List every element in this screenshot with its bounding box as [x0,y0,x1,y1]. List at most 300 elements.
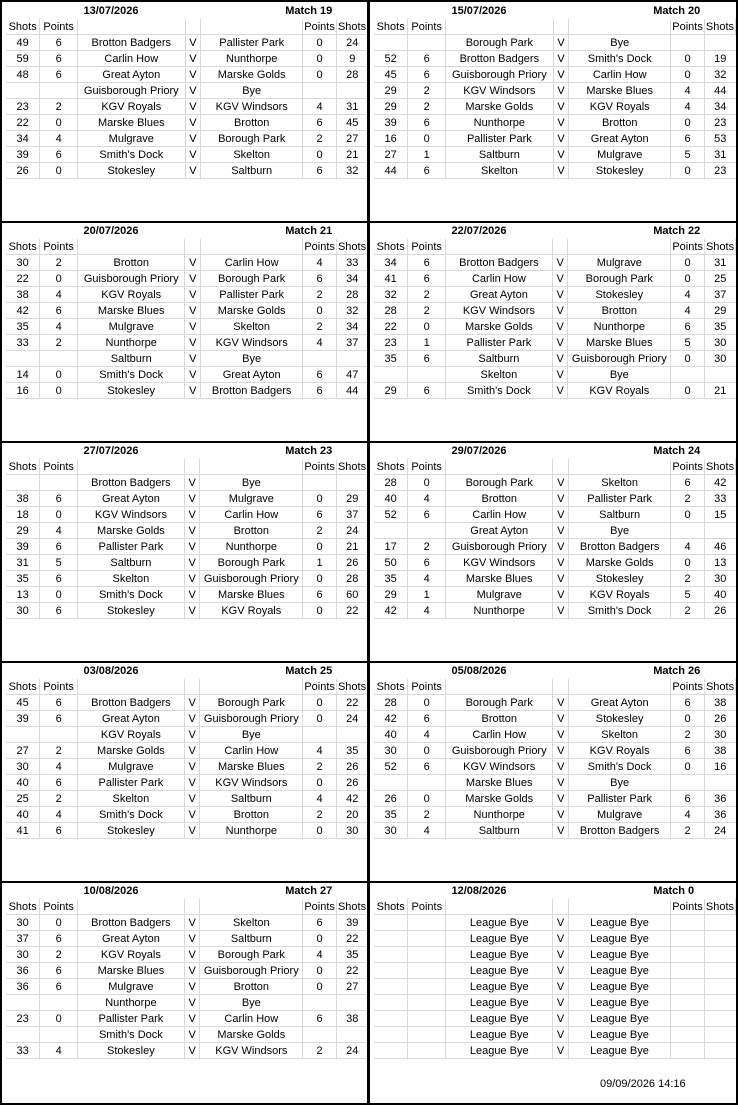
away-shots: 15 [705,507,736,523]
away-team: Great Ayton [569,695,671,711]
shots-header: Shots [6,239,40,255]
shots-header: Shots [705,20,735,33]
away-points: 0 [671,115,705,131]
away-team: KGV Windsors [201,99,303,115]
home-shots: 34 [6,131,40,147]
away-team: Borough Park [568,271,671,287]
away-shots: 24 [337,35,368,51]
away-shots: 60 [337,587,368,603]
away-shots: 28 [337,571,368,587]
points-header: Points [304,900,335,913]
column-header-row [6,19,368,35]
away-shots: 29 [337,491,368,507]
home-shots: 30 [374,743,408,759]
fixture-row [374,775,736,791]
versus: V [553,915,569,931]
home-shots [374,35,408,51]
home-team: League Bye [446,963,553,979]
versus: V [553,979,569,995]
home-team: Great Ayton [78,67,186,83]
versus: V [184,507,200,523]
points-header: Points [40,679,78,695]
versus: V [184,555,200,571]
home-team: Saltburn [77,351,184,367]
home-points: 1 [408,587,446,603]
points-header: Points [672,240,703,253]
away-points: 0 [671,507,705,523]
away-points: 6 [303,1011,337,1027]
match-number: 24 [688,445,701,457]
fixture-row [374,791,736,807]
away-points [671,963,705,979]
fixture-row [374,51,736,67]
away-team: KGV Windsors [200,775,303,791]
away-team: Mulgrave [569,147,671,163]
versus: V [552,303,568,319]
away-team: Marske Blues [200,759,303,775]
versus: V [553,163,569,179]
away-shots: 39 [337,915,368,931]
home-shots: 42 [6,303,40,319]
away-shots: 45 [337,115,368,131]
away-points: 0 [303,963,337,979]
away-shots [705,523,736,539]
home-shots: 45 [374,67,408,83]
away-team: Nunthorpe [568,319,671,335]
home-points: 6 [40,695,78,711]
away-points: 4 [303,791,337,807]
home-shots: 27 [374,147,408,163]
home-points: 6 [40,603,78,619]
away-points: 6 [303,115,337,131]
away-points [303,727,337,743]
home-team: Marske Golds [77,743,184,759]
away-team: Carlin How [200,507,303,523]
home-points [408,915,446,931]
away-points: 0 [303,51,337,67]
away-shots [704,947,735,963]
away-points [671,367,705,383]
home-team: Marske Blues [445,571,552,587]
home-points [408,35,446,51]
away-shots [704,995,735,1011]
home-team-header [446,19,554,35]
versus-header [184,679,200,695]
away-points: 2 [303,131,337,147]
fixture-row [6,319,368,335]
fixture-row [6,303,368,319]
home-points: 4 [40,287,78,303]
home-shots [374,963,408,979]
away-team: Bye [200,727,303,743]
home-shots: 16 [6,383,40,399]
away-team: League Bye [569,995,671,1011]
fixture-row [374,287,736,303]
home-team: Brotton Badgers [77,915,184,931]
fixture-table [6,459,368,619]
away-team: Pallister Park [201,287,303,303]
home-points: 2 [408,539,446,555]
home-shots: 33 [6,335,40,351]
away-team: Brotton [200,807,303,823]
fixture-row [374,491,736,507]
away-team-header [569,899,671,915]
home-shots: 26 [6,163,40,179]
away-points: 0 [303,695,337,711]
home-team-header [77,679,184,695]
home-shots: 16 [374,131,408,147]
home-team: Pallister Park [446,131,554,147]
home-shots [374,931,408,947]
match-label: Match [285,5,317,17]
away-team: Borough Park [201,271,303,287]
fixture-date: 12/08/2026 [451,885,507,897]
away-shots: 26 [705,711,736,727]
away-team: Saltburn [200,931,303,947]
away-points: 0 [671,271,705,287]
away-team: Pallister Park [201,35,303,51]
fixture-table [6,19,368,179]
versus: V [184,711,200,727]
grid-border-left [0,0,2,1105]
versus: V [184,791,200,807]
home-team: Brotton Badgers [78,35,186,51]
fixture-row [374,115,736,131]
versus: V [184,1027,200,1043]
home-team: KGV Windsors [445,759,552,775]
home-shots: 26 [374,791,408,807]
home-team: Great Ayton [77,711,184,727]
away-points: 6 [303,915,337,931]
grid-divider-horizontal [0,881,738,883]
away-team: Marske Blues [200,587,303,603]
away-shots [337,83,368,99]
away-team: Mulgrave [568,255,671,271]
away-points [671,775,705,791]
away-team: Brotton [201,115,303,131]
home-team: Carlin How [445,727,552,743]
versus: V [552,287,568,303]
home-shots: 29 [374,99,408,115]
away-shots: 34 [337,271,368,287]
away-shots: 31 [337,99,368,115]
away-points: 4 [303,743,337,759]
fixture-row [374,963,736,979]
fixture-row [6,147,368,163]
away-shots: 24 [337,1043,368,1059]
home-shots [6,475,40,491]
home-team: Marske Blues [77,963,184,979]
fixture-row [6,791,368,807]
points-header: Points [304,20,335,33]
versus: V [185,83,201,99]
shots-header: Shots [705,900,735,913]
away-team: Borough Park [200,555,303,571]
home-shots [374,523,408,539]
fixture-table [374,679,736,839]
away-points: 6 [303,587,337,603]
away-team: Skelton [569,475,671,491]
home-shots: 28 [374,695,408,711]
home-points: 0 [40,1011,78,1027]
away-shots: 47 [337,367,368,383]
home-points: 0 [408,791,446,807]
home-points: 6 [40,823,78,839]
home-shots: 30 [6,759,40,775]
home-shots: 29 [374,383,408,399]
home-shots [374,995,408,1011]
fixture-panel [2,222,368,442]
fixture-row [6,367,368,383]
away-points: 0 [671,51,705,67]
match-label: Match [653,665,685,677]
home-team: Borough Park [445,475,552,491]
fixture-row [6,743,368,759]
away-points: 0 [303,931,337,947]
versus: V [184,979,200,995]
away-points: 0 [671,555,705,571]
home-points [408,523,446,539]
away-shots [704,963,735,979]
home-team: Carlin How [445,271,552,287]
home-shots: 40 [374,491,408,507]
fixture-row [6,523,368,539]
home-points: 4 [408,603,446,619]
home-team: Marske Golds [445,319,552,335]
away-points: 6 [303,507,337,523]
home-team: Mulgrave [77,759,184,775]
home-team: League Bye [446,947,553,963]
match-number: 19 [320,5,333,17]
shots-header: Shots [374,19,408,35]
home-points: 2 [40,99,78,115]
away-shots: 20 [337,807,368,823]
fixture-table [374,239,736,399]
versus-header [553,19,569,35]
points-header: Points [672,900,703,913]
away-points: 4 [671,83,705,99]
fixture-row [6,255,368,271]
away-points: 6 [303,271,337,287]
home-points [408,947,446,963]
home-shots: 18 [6,507,40,523]
fixture-row [6,979,368,995]
away-shots: 22 [337,931,368,947]
fixture-row [6,759,368,775]
home-points: 4 [40,759,78,775]
fixture-row [374,539,736,555]
away-shots [705,775,736,791]
home-points: 6 [408,255,446,271]
home-points: 0 [408,131,446,147]
match-label: Match [653,5,685,17]
match-number: 0 [688,885,695,897]
home-team-header [77,899,184,915]
home-team: Stokesley [77,603,184,619]
fixture-panel [370,222,736,442]
fixture-panel [2,2,368,222]
home-shots: 48 [6,67,40,83]
home-team: Mulgrave [77,979,184,995]
match-number: 27 [320,885,333,897]
home-team: Stokesley [78,163,186,179]
home-team: Skelton [77,791,184,807]
fixture-row [6,963,368,979]
home-shots: 39 [374,115,408,131]
versus: V [184,995,200,1011]
away-team: KGV Royals [569,99,671,115]
points-header: Points [304,680,335,693]
away-shots: 21 [705,383,736,399]
home-team-header [78,19,186,35]
home-points: 0 [408,319,446,335]
away-team: Nunthorpe [201,51,303,67]
fixture-row [374,507,736,523]
fixture-row [374,947,736,963]
away-team: Bye [200,995,303,1011]
away-points [671,931,705,947]
away-team: KGV Windsors [201,335,303,351]
versus: V [184,523,200,539]
home-shots: 27 [6,743,40,759]
away-shots: 42 [337,791,368,807]
away-shots: 24 [337,711,368,727]
home-points: 4 [40,131,78,147]
home-points: 1 [408,335,446,351]
fixture-row [6,1027,368,1043]
home-points: 4 [408,823,446,839]
home-team: Carlin How [445,507,552,523]
match-label: Match [285,885,317,897]
away-team: Borough Park [200,695,303,711]
home-team: Skelton [77,571,184,587]
home-team: Nunthorpe [445,807,552,823]
versus: V [184,1043,200,1059]
fixture-row [374,603,736,619]
fixture-row [374,35,736,51]
versus: V [185,383,201,399]
away-shots: 22 [337,963,368,979]
home-points: 6 [408,383,446,399]
away-team: Marske Blues [569,83,671,99]
away-shots: 31 [705,147,736,163]
home-shots: 13 [6,587,40,603]
away-team: Bye [569,35,671,51]
away-team-header [568,239,671,255]
away-shots: 53 [705,131,736,147]
versus: V [553,807,569,823]
home-points: 0 [408,475,446,491]
versus: V [185,35,201,51]
home-shots: 52 [374,507,408,523]
away-team: Skelton [200,915,303,931]
home-points: 2 [40,255,78,271]
home-shots: 42 [374,603,408,619]
away-shots: 34 [705,99,736,115]
away-team: Carlin How [569,67,671,83]
home-team: Guisborough Priory [446,67,554,83]
home-shots [6,83,40,99]
home-team: Pallister Park [77,1011,184,1027]
versus: V [553,775,569,791]
points-header: Points [304,240,335,253]
versus: V [553,131,569,147]
versus: V [185,351,201,367]
home-points: 6 [408,163,446,179]
home-team: Smith's Dock [77,587,184,603]
versus: V [553,115,569,131]
fixture-row [6,995,368,1011]
away-points: 2 [671,571,705,587]
home-shots: 41 [6,823,40,839]
away-shots: 42 [705,475,736,491]
away-team: Nunthorpe [200,539,303,555]
versus: V [553,555,569,571]
home-points [408,931,446,947]
away-points: 6 [671,695,705,711]
home-shots: 33 [6,1043,40,1059]
fixture-row [6,727,368,743]
home-points: 6 [40,979,78,995]
home-points: 2 [408,303,446,319]
home-points: 6 [408,555,446,571]
home-team: KGV Royals [77,287,184,303]
away-team: Stokesley [569,163,671,179]
shots-header: Shots [374,899,408,915]
away-shots [704,931,735,947]
fixture-row [6,507,368,523]
home-shots: 39 [6,147,40,163]
home-shots: 14 [6,367,40,383]
home-points: 6 [40,963,78,979]
home-team: KGV Royals [77,947,184,963]
home-shots: 45 [6,695,40,711]
away-points [671,523,705,539]
home-shots: 35 [6,319,40,335]
home-team: Brotton [77,255,184,271]
match-number: 20 [688,5,701,17]
away-shots: 21 [337,147,368,163]
fixture-row [6,1043,368,1059]
home-points: 6 [408,271,446,287]
away-team: League Bye [569,979,671,995]
home-team: Nunthorpe [77,335,184,351]
fixture-row [374,367,736,383]
fixture-row [6,287,368,303]
column-header-row [6,459,368,475]
versus-header [553,899,569,915]
away-team: Marske Blues [568,335,671,351]
away-team: Carlin How [201,255,303,271]
home-team: Great Ayton [77,491,184,507]
points-header: Points [40,459,78,475]
home-team-header [446,899,553,915]
away-points: 2 [671,823,705,839]
fixture-row [374,915,736,931]
home-shots: 23 [374,335,408,351]
away-team-header [200,679,303,695]
away-points: 0 [671,163,705,179]
away-shots: 30 [705,351,736,367]
versus: V [184,603,200,619]
fixture-row [374,99,736,115]
fixture-table [374,19,736,179]
fixture-row [6,163,368,179]
away-points: 0 [303,35,337,51]
away-points: 2 [303,287,337,303]
fixture-row [6,807,368,823]
versus-header [184,459,200,475]
